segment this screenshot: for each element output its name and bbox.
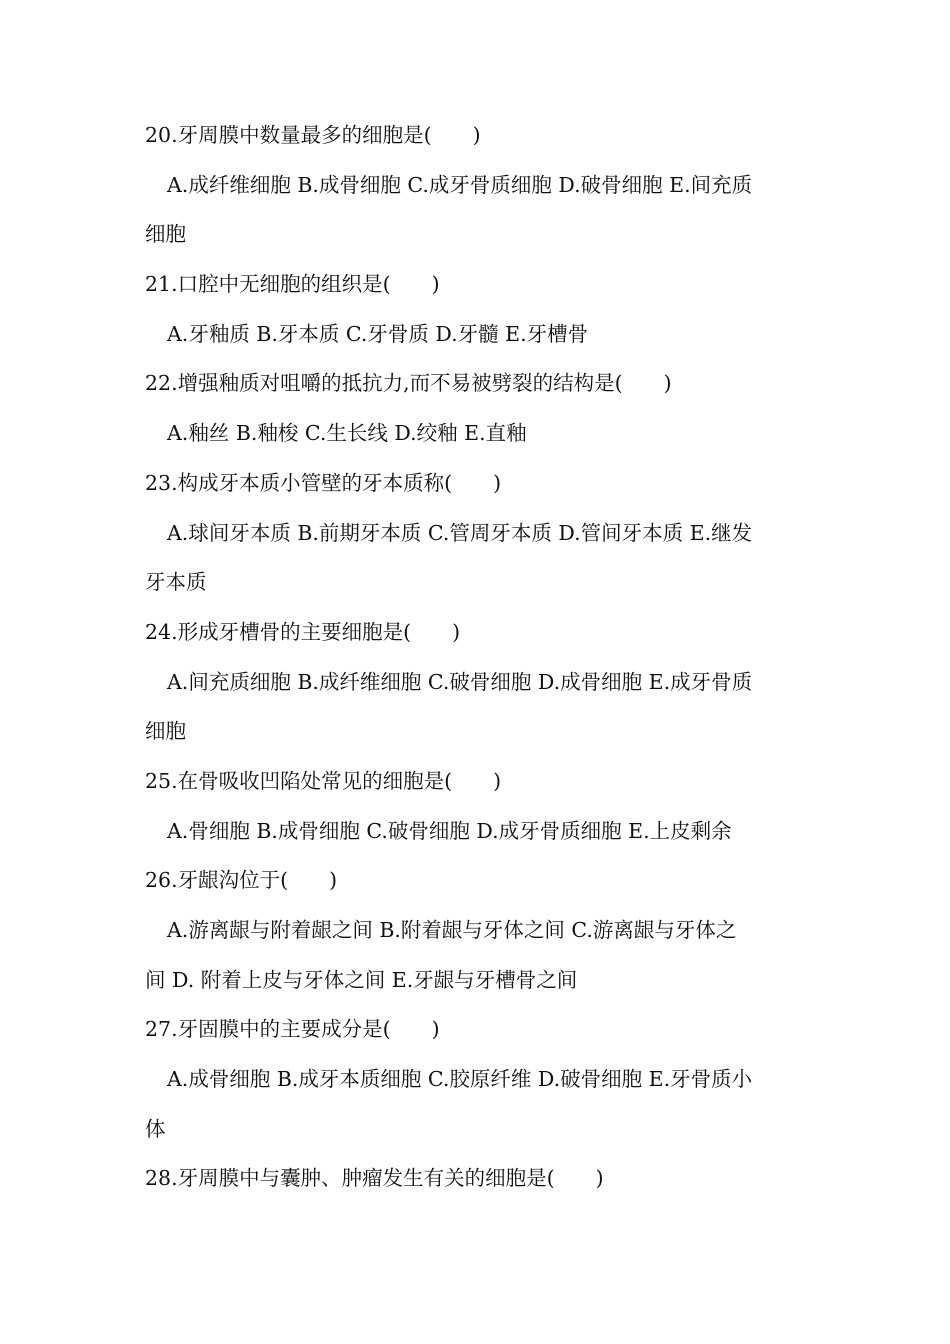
options-27: A.成骨细胞 B.成牙本质细胞 C.胶原纤维 D.破骨细胞 E.牙骨质小 [167, 1067, 753, 1092]
question-list [145, 111, 810, 1204]
question-28: 28.牙周膜中与囊肿、肿瘤发生有关的细胞是( ) [145, 1166, 604, 1191]
options-20: A.成纤维细胞 B.成骨细胞 C.成牙骨质细胞 D.破骨细胞 E.间充质 [167, 172, 753, 197]
options-20-continued: 细胞 [145, 222, 186, 247]
question-23: 23.构成牙本质小管壁的牙本质称( ) [145, 470, 502, 495]
options-24: A.间充质细胞 B.成纤维细胞 C.破骨细胞 D.成骨细胞 E.成牙骨质 [167, 669, 753, 694]
question-27: 27.牙固膜中的主要成分是( ) [145, 1017, 440, 1042]
question-25: 25.在骨吸收凹陷处常见的细胞是( ) [145, 768, 502, 793]
question-24: 24.形成牙槽骨的主要细胞是( ) [145, 619, 461, 644]
options-23-continued: 牙本质 [145, 570, 207, 595]
question-22: 22.增强釉质对咀嚼的抵抗力,而不易被劈裂的结构是( ) [145, 371, 672, 396]
options-21: A.牙釉质 B.牙本质 C.牙骨质 D.牙髓 E.牙槽骨 [167, 321, 589, 346]
question-21: 21.口腔中无细胞的组织是( ) [145, 272, 440, 297]
options-25: A.骨细胞 B.成骨细胞 C.破骨细胞 D.成牙骨质细胞 E.上皮剩余 [167, 818, 732, 843]
options-23: A.球间牙本质 B.前期牙本质 C.管周牙本质 D.管间牙本质 E.继发 [167, 520, 753, 545]
options-22: A.釉丝 B.釉梭 C.生长线 D.绞釉 E.直釉 [167, 421, 527, 446]
question-20: 20.牙周膜中数量最多的细胞是( ) [145, 123, 481, 147]
options-24-continued: 细胞 [145, 719, 186, 744]
options-26: A.游离龈与附着龈之间 B.附着龈与牙体之间 C.游离龈与牙体之 [167, 918, 737, 942]
question-26: 26.牙龈沟位于( ) [145, 868, 338, 893]
options-27-continued: 体 [145, 1116, 166, 1141]
options-26-continued: 间 D. 附着上皮与牙体之间 E.牙龈与牙槽骨之间 [145, 967, 578, 992]
